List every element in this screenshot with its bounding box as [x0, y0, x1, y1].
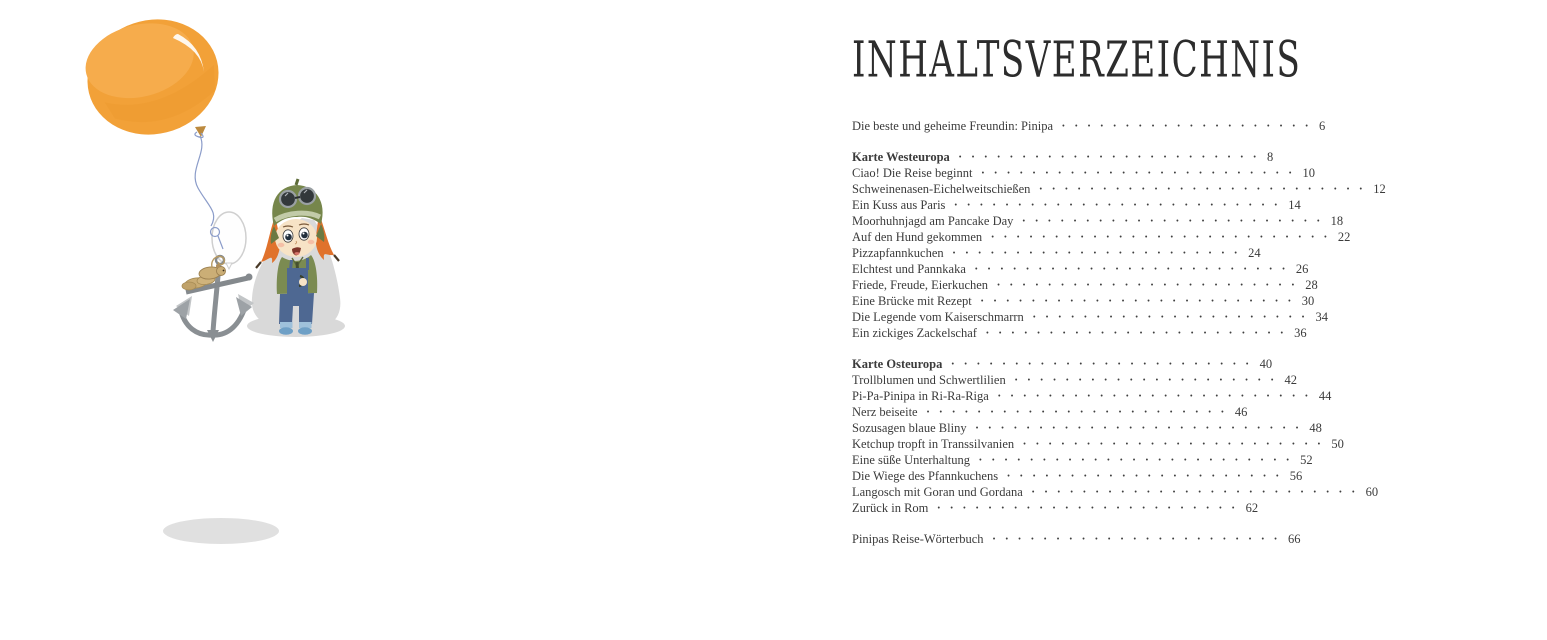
toc-entry-page: 48 [1309, 421, 1322, 435]
toc-entry [852, 356, 1422, 372]
toc-entry-label: Karte Osteuropa [852, 357, 943, 371]
toc-entry-page: 34 [1315, 310, 1328, 324]
toc-entry-dots: •••••••••••••••••••••••• [1022, 216, 1330, 226]
toc-entry [852, 309, 1422, 325]
toc-entry-page: 24 [1248, 246, 1261, 260]
toc-entry-label: Die Wiege des Pfannkuchens [852, 469, 999, 483]
cheek-left [278, 243, 285, 247]
jeans-cuff-left [280, 322, 293, 328]
toc-entry [852, 261, 1422, 277]
toc-entry [852, 245, 1422, 261]
hair-tip-right [334, 255, 339, 261]
toc-entry-page: 26 [1295, 262, 1309, 276]
toc-entry-dots: •••••••••••••••••••••••••• [975, 423, 1309, 433]
toc-entry-dots: ••••••••••••••••••••••• [992, 534, 1287, 544]
toc-entry-dots: •••••••••••••••••••••••••• [1039, 184, 1373, 194]
toc-entry-dots: •••••••••••••••••••• [1062, 121, 1319, 131]
balloon-knot [195, 126, 206, 137]
toc-entry [852, 181, 1422, 197]
toc-entry-page: 52 [1300, 453, 1313, 467]
ground-shadow [163, 518, 279, 544]
toc-entry [852, 531, 1422, 547]
toc-entry-label: Zurück in Rom [852, 501, 929, 515]
toc-entry-dots: ••••••••••••••••••••• [1014, 375, 1284, 385]
toc-entry-label: Karte Westeuropa [852, 150, 950, 164]
shoe-right [298, 327, 312, 335]
toc-entry-page: 40 [1259, 357, 1273, 371]
jeans-cuff-right [299, 322, 312, 328]
toc-entry-label: Langosch mit Goran und Gordana [852, 485, 1023, 499]
toc-entry-label: Die Legende vom Kaiserschmarrn [852, 310, 1024, 324]
toc-entry-page: 42 [1284, 373, 1298, 387]
toc-entry [852, 277, 1422, 293]
toc-entry-dots: •••••••••••••••••••••••• [951, 359, 1259, 369]
toc-entry-page: 12 [1373, 182, 1386, 196]
toc-entry-label: Schweinenasen-Eichelweitschießen [852, 182, 1031, 196]
helmet-top-stub [296, 179, 298, 185]
toc-entry [852, 165, 1422, 181]
toc-list [852, 118, 1422, 547]
toc-entry [852, 293, 1422, 309]
toc-entry [852, 213, 1422, 229]
toc-entry [852, 229, 1422, 245]
toc-entry [852, 500, 1422, 516]
toc-entry-label: Pinipas Reise-Wörterbuch [852, 532, 984, 546]
toc-entry-dots: •••••••••••••••••••••••• [1023, 439, 1331, 449]
toc-entry-label: Ein Kuss aus Paris [852, 198, 946, 212]
toc-entry-page: 60 [1365, 485, 1379, 499]
toc-entry [852, 372, 1422, 388]
toc-entry-label: Ciao! Die Reise beginnt [852, 166, 973, 180]
toc-entry-dots: •••••••••••••••••••••••• [926, 407, 1234, 417]
toc-entry-page: 6 [1319, 119, 1326, 133]
toc-entry-label: Pizzapfannkuchen [852, 246, 944, 260]
toc-entry [852, 149, 1422, 165]
toc-entry-dots: •••••••••••••••••••••• [1007, 471, 1289, 481]
toc-entry-page: 30 [1301, 294, 1315, 308]
toc-entry-dots: •••••••••••••••••••••••• [958, 152, 1267, 162]
toc-entry-label: Sozusagen blaue Bliny [852, 421, 967, 435]
toc-entry-page: 18 [1330, 214, 1344, 228]
toc-entry-label: Ketchup tropft in Transsilvanien [852, 437, 1015, 451]
toc-entry-page: 14 [1288, 198, 1301, 212]
toc-entry-page: 28 [1305, 278, 1318, 292]
girl-hand [299, 278, 307, 286]
toc-entry-dots: •••••••••••••••••••••••••• [1031, 487, 1365, 497]
toc-entry-label: Moorhuhnjagd am Pancake Day [852, 214, 1014, 228]
cheek-right [308, 240, 315, 244]
toc-entry-dots: ••••••••••••••••••••••• [952, 248, 1248, 258]
toc-entry-page: 66 [1287, 532, 1301, 546]
toc-entry-dots: •••••••••••••••••••••••• [937, 503, 1245, 513]
toc-entry-page: 44 [1318, 389, 1332, 403]
toc-entry-label: Ein zickiges Zackelschaf [852, 326, 977, 340]
toc-entry-label: Eine süße Unterhaltung [852, 453, 971, 467]
toc-entry-dots: ••••••••••••••••••••••••• [980, 296, 1301, 306]
toc-entry [852, 436, 1422, 452]
toc-entry [852, 468, 1422, 484]
toc-entry [852, 484, 1422, 500]
toc-entry [852, 420, 1422, 436]
toc-entry-page: 36 [1294, 326, 1307, 340]
left-page-illustration [40, 10, 400, 590]
toc-entry-dots: ••••••••••••••••••••••••• [997, 391, 1318, 401]
toc-entry-label: Elchtest und Pannkaka [852, 262, 966, 276]
toc-entry-dots: •••••••••••••••••••••••• [985, 328, 1294, 338]
toc-entry-label: Die beste und geheime Freundin: Pinipa [852, 119, 1054, 133]
toc-entry [852, 452, 1422, 468]
toc-entry-page: 22 [1337, 230, 1351, 244]
toc-entry-label: Auf den Hund gekommen [852, 230, 983, 244]
toc-entry [852, 118, 1422, 134]
toc-entry-page: 62 [1245, 501, 1259, 515]
toc-entry-label: Friede, Freude, Eierkuchen [852, 278, 989, 292]
toc-entry-dots: •••••••••••••••••••••• [1032, 312, 1315, 322]
toc-entry [852, 404, 1422, 420]
toc-page [852, 30, 1422, 547]
toc-entry-dots: •••••••••••••••••••••••••• [954, 200, 1288, 210]
toc-entry [852, 388, 1422, 404]
toc-entry-dots: •••••••••••••••••••••••• [997, 280, 1305, 290]
toc-entry [852, 197, 1422, 213]
toc-entry [852, 325, 1422, 341]
toc-entry-page: 8 [1267, 150, 1274, 164]
page-title: INHALTSVERZEICHNIS [852, 30, 1302, 89]
shoe-left [279, 327, 293, 335]
toc-entry-page: 50 [1331, 437, 1344, 451]
toc-entry-page: 10 [1302, 166, 1315, 180]
toc-entry-label: Eine Brücke mit Rezept [852, 294, 972, 308]
toc-entry-dots: ••••••••••••••••••••••••• [974, 264, 1295, 274]
toc-entry-label: Trollblumen und Schwertlilien [852, 373, 1006, 387]
toc-entry-dots: ••••••••••••••••••••••••••• [991, 232, 1337, 242]
toc-entry-dots: ••••••••••••••••••••••••• [981, 168, 1302, 178]
toc-entry-page: 56 [1289, 469, 1303, 483]
toc-entry-dots: ••••••••••••••••••••••••• [979, 455, 1300, 465]
toc-entry-page: 46 [1234, 405, 1248, 419]
orange-balloon [75, 10, 231, 148]
hair-tip-left [256, 262, 261, 268]
toc-entry-label: Nerz beiseite [852, 405, 918, 419]
toc-entry-label: Pi-Pa-Pinipa in Ri-Ra-Riga [852, 389, 989, 403]
